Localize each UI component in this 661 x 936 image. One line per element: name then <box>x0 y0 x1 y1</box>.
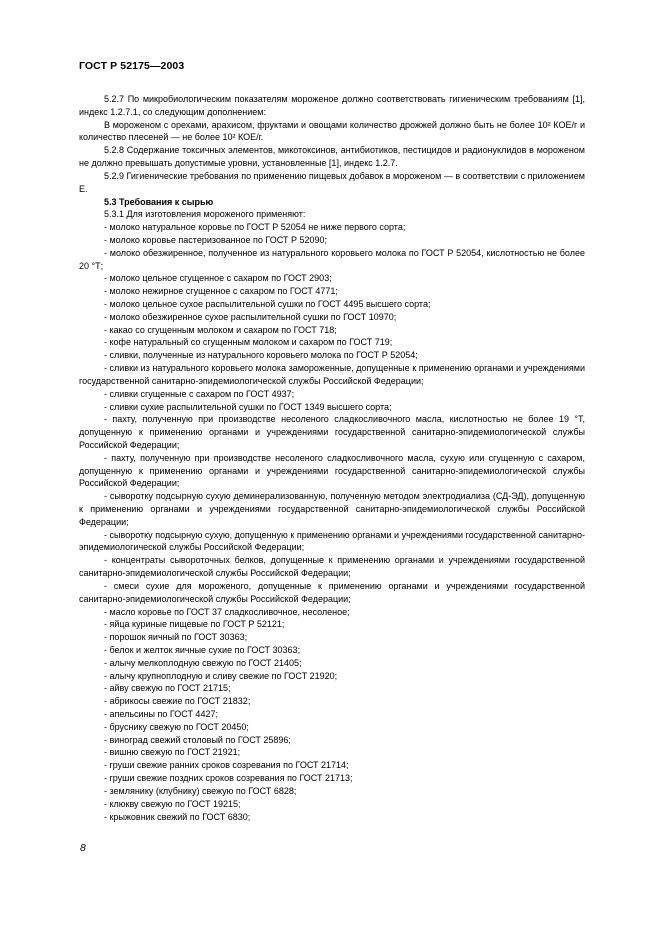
paragraph: - бруснику свежую по ГОСТ 20450; <box>104 721 249 732</box>
paragraph: - порошок яичный по ГОСТ 30363; <box>104 632 248 643</box>
paragraph: 5.2.8 Содержание токсичных элементов, микотоксинов, антибиотиков, пестицидов и радионуклидов в мороженом не должно превышать допустимые уровни, установленные [1], индекс 1.2.7. <box>79 145 585 169</box>
paragraph: - алычу мелкоплодную свежую по ГОСТ 21405; <box>104 657 302 668</box>
paragraph: - какао со сгущенным молоком и сахаром по ГОСТ 718; <box>104 324 337 335</box>
paragraph: - груши свежие ранних сроков созревания по ГОСТ 21714; <box>104 760 349 771</box>
paragraph: - землянику (клубнику) свежую по ГОСТ 6828; <box>104 785 297 796</box>
paragraph: - апельсины по ГОСТ 4427; <box>104 709 218 719</box>
paragraph: - молоко нежирное сгущенное с сахаром по ГОСТ 4771; <box>104 286 338 297</box>
paragraph: - сыворотку подсырную сухую деминерализованную, полученную методом электродиализа (СД-ЭД), допущенную к применению органами и учреждениями государственной санитарно-эпидемиологической службы Российской Федерации; <box>79 491 585 527</box>
paragraph: - масло коровье по ГОСТ 37 сладкосливочное, несоленое; <box>104 606 350 617</box>
paragraph: - молоко натуральное коровье по ГОСТ Р 52054 не ниже первого сорта; <box>104 222 406 233</box>
paragraph: - сливки из натурального коровьего молока замороженные, допущенные к применению органами и учреждениями государственной санитарно-эпидемиологической службы Российской Федерации; <box>79 363 585 386</box>
document-body <box>79 93 585 823</box>
paragraph: - молоко цельное сухое распылительной сушки по ГОСТ 4495 высшего сорта; <box>104 299 431 309</box>
paragraph: - концентраты сывороточных белков, допущенные к применению органами и учреждениями государственной санитарно-эпидемиологической службы Российской Федерации; <box>79 555 585 579</box>
paragraph: - кофе натуральный со сгущенным молоком и сахаром по ГОСТ 719; <box>104 337 393 348</box>
paragraph: - абрикосы свежие по ГОСТ 21832; <box>104 696 251 707</box>
page-number: 8 <box>80 842 86 854</box>
paragraph: - сыворотку подсырную сухую, допущенную к применению органами и учреждениями государственной санитарно-эпидемиологической службы Российской Федерации; <box>79 529 585 553</box>
paragraph: 5.2.7 По микробиологическим показателям мороженое должно соответствовать гигиеническим требованиям [1], индекс 1.2.7.1, со следующим дополнением: <box>79 94 585 117</box>
paragraph: 5.3.1 Для изготовления мороженого применяют: <box>104 209 306 220</box>
paragraph: - молоко коровье пастеризованное по ГОСТ Р 52090; <box>104 234 328 245</box>
paragraph: - молоко обезжиренное, полученное из натурального коровьего молока по ГОСТ Р 52054, кислотностью не более 20 °Т; <box>79 247 585 271</box>
paragraph: - белок и желток яичные сухие по ГОСТ 30363; <box>104 644 301 655</box>
paragraph: - алычу крупноплодную и сливу свежие по ГОСТ 21920; <box>104 670 338 681</box>
paragraph: В мороженом с орехами, арахисом, фруктами и овощами количество дрожжей должно быть не более 10² КОЕ/г и количество плесеней — не более 10² КОЕ/г. <box>79 119 585 143</box>
paragraph: - вишню свежую по ГОСТ 21921; <box>104 747 241 758</box>
paragraph: - молоко обезжиренное сухое распылительной сушки по ГОСТ 10970; <box>104 311 397 322</box>
section-heading: 5.3 Требования к сырью <box>104 196 214 207</box>
paragraph: - груши свежие поздних сроков созревания по ГОСТ 21713; <box>104 773 353 784</box>
paragraph: 5.2.9 Гигиенические требования по применению пищевых добавок в мороженом — в соответствии с приложением Е. <box>79 170 585 194</box>
paragraph: - молоко цельное сгущенное с сахаром по ГОСТ 2903; <box>104 273 332 284</box>
paragraph: - клюкву свежую по ГОСТ 19215; <box>104 798 241 809</box>
paragraph: - сливки сухие распылительной сушки по ГОСТ 1349 высшего сорта; <box>104 401 392 412</box>
paragraph: - айву свежую по ГОСТ 21715; <box>104 683 231 694</box>
paragraph: - сливки сгущенные с сахаром по ГОСТ 4937; <box>104 388 295 399</box>
paragraph: - смеси сухие для мороженого, допущенные к применению органами и учреждениями государственной санитарно-эпидемиологической службы Российской Федерации; <box>79 580 585 604</box>
document-header: ГОСТ Р 52175—2003 <box>79 60 185 72</box>
paragraph: - крыжовник свежий по ГОСТ 6830; <box>104 811 251 822</box>
paragraph: - пахту, полученную при производстве несоленого сладкосливочного масла, сухую или сгущенную с сахаром, допущенную к применению органами и учреждениями государственной санитарно-эпидемиологической службы Российской Федерации; <box>79 452 585 489</box>
paragraph: - пахту, полученную при производстве несоленого сладкосливочного масла, кислотностью не более 19 °Т, допущенную к применению органами и учреждениями государственной санитарно-эпидемиологической службы Российской Федерации; <box>79 414 585 450</box>
paragraph: - яйца куриные пищевые по ГОСТ Р 52121; <box>104 619 285 630</box>
paragraph: - виноград свежий столовый по ГОСТ 25896; <box>104 734 291 745</box>
paragraph: - сливки, полученные из натурального коровьего молока по ГОСТ Р 52054; <box>104 350 418 361</box>
